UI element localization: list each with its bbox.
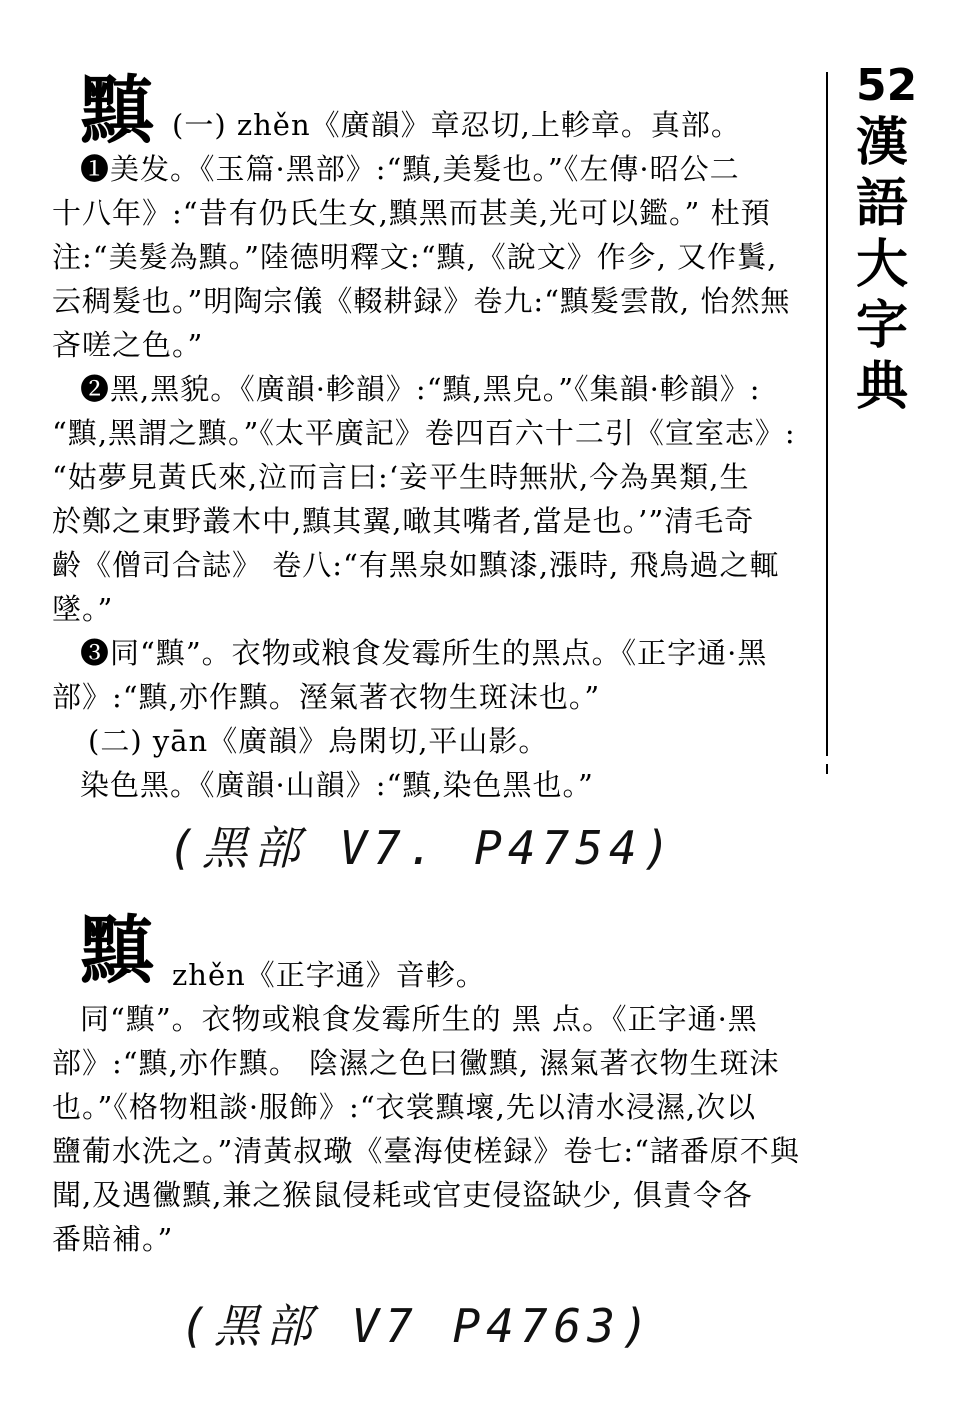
entry1-line: ❷黑,黑貌。《廣韻·軫韻》:“黰,黑皃。”《集韻·軫韻》: [80,372,761,406]
entry2-line: 番賠補。” [52,1222,174,1256]
entry1-pronunciation: (一) zhěn《廣韻》章忍切,上軫章。真部。 [172,108,741,142]
entry1-line: 云稠髮也。”明陶宗儀《輟耕録》卷九:“黰髮雲散, 怡然無 [52,284,791,318]
handwritten-note-2: (黑部 V7 P4763) [180,1299,655,1353]
entry2-headword: 黰 [80,908,154,994]
entry1-line: 染色黑。《廣韻·山韻》:“黰,染色黑也。” [80,768,594,802]
entry1-line: (二) yān《廣韻》烏閑切,平山影。 [88,724,549,758]
entry2-line: 部》:“黰,亦作黰。 陰濕之色曰黴黰, 濕氣著衣物生斑沫 [52,1046,780,1080]
entry2-line: 聞,及遇黴黰,兼之猴鼠侵耗或官吏侵盜缺少, 俱責令各 [52,1178,753,1212]
entry2-pronunciation: zhěn《正字通》音軫。 [172,958,486,992]
entry1-line: “黰,黑謂之黰。”《太平廣記》卷四百六十二引《宣室志》: [52,416,796,450]
entry1-line: 注:“美髮為黰。”陸德明釋文:“黰,《說文》作㐱, 又作鬒, [52,240,778,274]
entry1-line: ❸同“黰”。衣物或粮食发霉所生的黑点。《正字通·黑 [80,636,768,670]
entry1-line: 於鄭之東野叢木中,黰其翼,噉其嘴者,當是也。’”清毛奇 [52,504,755,538]
entry1-line: 十八年》:“昔有仍氏生女,黰黑而甚美,光可以鑑。” 杜預 [52,196,771,230]
entry1-headword: 黰 [80,68,154,154]
book-title: 漢語大字典 [856,112,909,417]
entry2-line: 鹽葡水洗之。”清黃叔璥《臺海使槎録》卷七:“諸番原不與 [52,1134,800,1168]
entry1-line: 吝嗟之色。” [52,328,204,362]
handwritten-note-1: (黑部 V7. P4754) [168,821,677,875]
entry1-line: 齡《僧司合誌》 卷八:“有黑泉如黰漆,漲時, 飛鳥過之輒 [52,548,780,582]
page-number: 52 [856,60,918,111]
entry1-line: ❶美发。《玉篇·黑部》:“黰,美髮也。”《左傳·昭公二 [80,152,740,186]
entry1-line: 部》:“黰,亦作黰。溼氣著衣物生斑沫也。” [52,680,601,714]
entry2-line: 同“黰”。衣物或粮食发霉所生的 黑 点。《正字通·黑 [80,1002,758,1036]
entry1-line: 墜。” [52,592,114,626]
column-divider-end [826,764,828,774]
column-divider [826,72,828,756]
entry1-line: “姑夢見黃氏來,泣而言曰:‘妾平生時無狀,今為異類,生 [52,460,750,494]
entry2-line: 也。”《格物粗談·服飾》:“衣裳黰壞,先以清水浸濕,次以 [52,1090,757,1124]
